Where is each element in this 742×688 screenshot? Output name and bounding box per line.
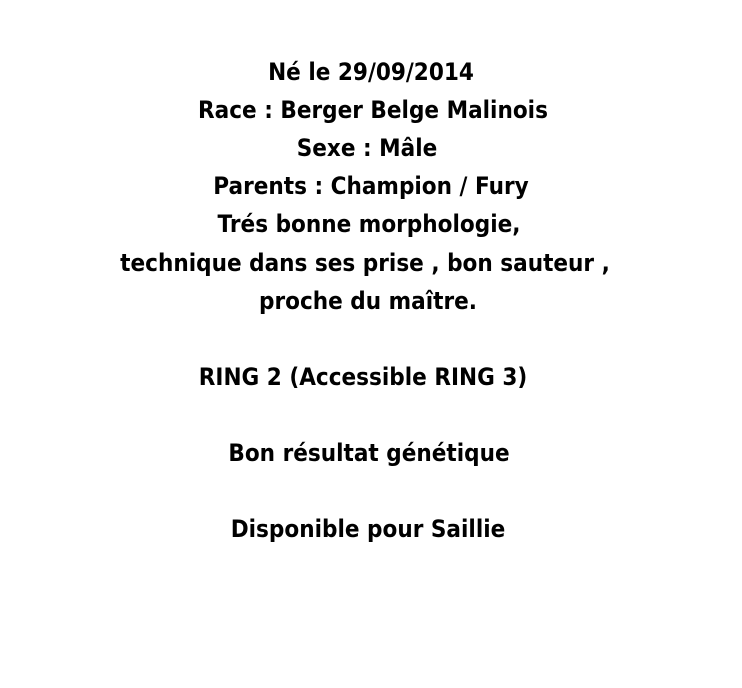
sex-line: Sexe : Mâle [296,134,438,162]
description-line-1: Trés bonne morphologie, [217,210,521,238]
genetics-line: Bon résultat génétique [228,439,510,467]
ring-level-line: RING 2 (Accessible RING 3) [198,363,528,391]
description-line-3: proche du maître. [259,287,477,315]
availability-line: Disponible pour Saillie [230,515,506,543]
parents-line: Parents : Champion / Fury [213,172,529,200]
breed-line: Race : Berger Belge Malinois [198,96,548,124]
description-line-2: technique dans ses prise , bon sauteur , [120,249,610,277]
birth-date-line: Né le 29/09/2014 [268,58,474,86]
